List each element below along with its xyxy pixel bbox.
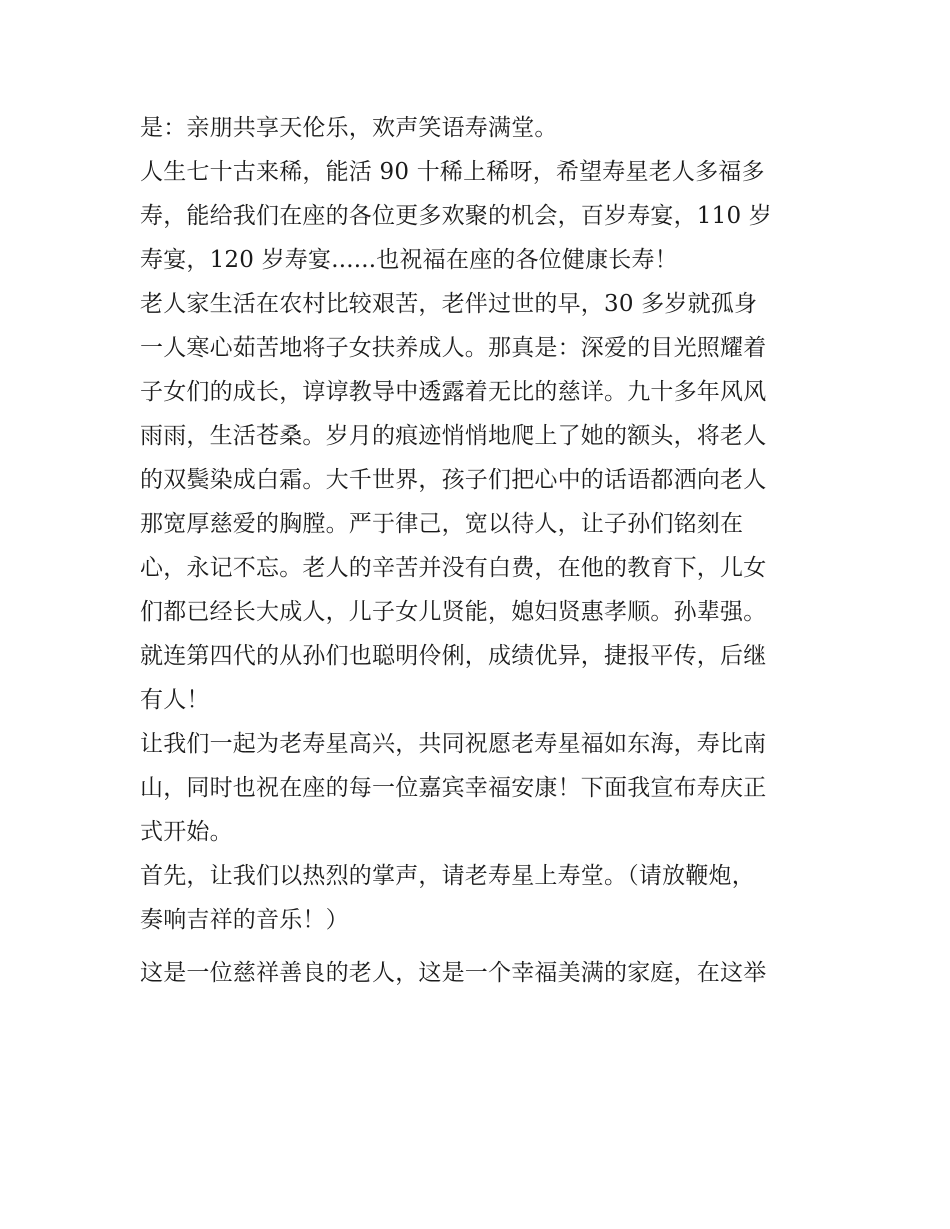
text-line: 老人家生活在农村比较艰苦，老伴过世的早，30 多岁就孤身 [140,291,758,317]
document-body [140,108,820,994]
text-line: 就连第四代的从孙们也聪明伶俐，成绩优异，捷报平传，后继 [140,643,767,669]
text-line: 首先，让我们以热烈的掌声，请老寿星上寿堂。（请放鞭炮， [140,863,755,889]
text-line: 奏响吉祥的音乐！） [140,907,349,933]
text-line: 子女们的成长，谆谆教导中透露着无比的慈详。九十多年风风 [140,379,767,405]
text-line: 那宽厚慈爱的胸膛。严于律己，宽以待人，让子孙们铭刻在 [140,511,744,537]
text-line: 式开始。 [140,819,233,845]
text-line: 的双鬓染成白霜。大千世界，孩子们把心中的话语都洒向老人 [140,467,767,493]
text-line: 雨雨，生活苍桑。岁月的痕迹悄悄地爬上了她的额头，将老人 [140,423,767,449]
text-line: 寿，能给我们在座的各位更多欢聚的机会，百岁寿宴，110 岁 [140,203,773,229]
text-line: 让我们一起为老寿星高兴，共同祝愿老寿星福如东海，寿比南 [140,731,767,757]
text-line: 寿宴，120 岁寿宴......也祝福在座的各位健康长寿！ [140,247,678,273]
text-line: 心，永记不忘。老人的辛苦并没有白费，在他的教育下，儿女 [140,555,767,581]
text-line: 这是一位慈祥善良的老人，这是一个幸福美满的家庭，在这举 [140,960,767,986]
text-line: 是：亲朋共享天伦乐，欢声笑语寿满堂。 [140,115,558,141]
text-line: 有人！ [140,687,210,713]
text-line: 人生七十古来稀，能活 90 十稀上稀呀，希望寿星老人多福多 [140,159,765,185]
text-line: 一人寒心茹苦地将子女扶养成人。那真是：深爱的目光照耀着 [140,335,767,361]
text-line: 们都已经长大成人，儿子女儿贤能，媳妇贤惠孝顺。孙辈强。 [140,599,767,625]
text-line: 山，同时也祝在座的每一位嘉宾幸福安康！下面我宣布寿庆正 [140,775,767,801]
